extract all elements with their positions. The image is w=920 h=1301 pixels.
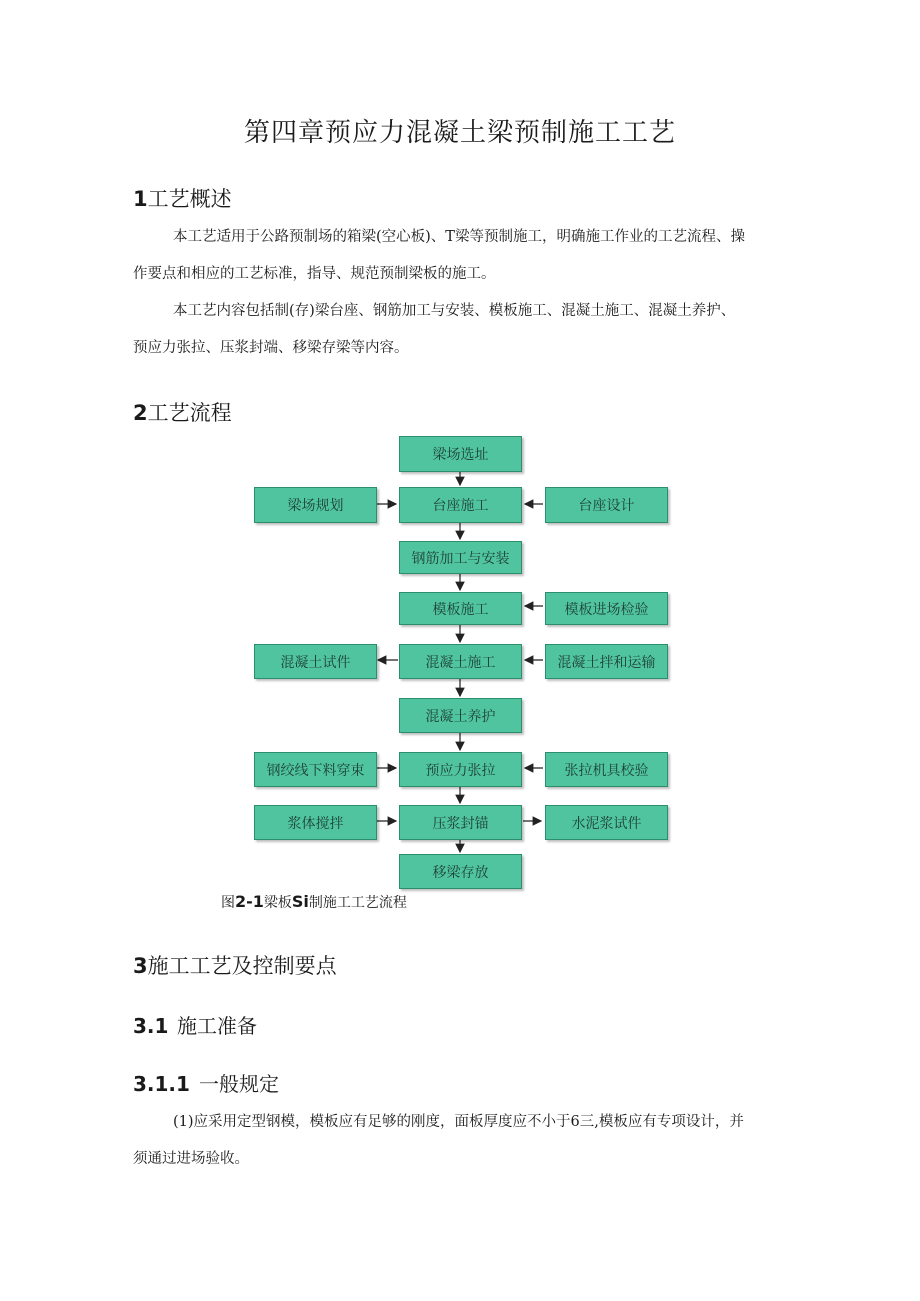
section-number: 3.1.1 xyxy=(133,1072,190,1096)
figure-caption xyxy=(221,892,407,912)
flow-step-pedestal-construction: 台座施工 xyxy=(399,487,522,523)
paragraph-line: 本工艺适用于公路预制场的箱梁(空心板)、T梁等预制施工，明确施工作业的工艺流程、操 xyxy=(173,229,745,245)
caption-text: 梁板 xyxy=(263,895,292,911)
flow-left-concrete-specimen: 混凝土试件 xyxy=(254,644,377,679)
flow-step-site-selection: 梁场选址 xyxy=(399,436,522,472)
flow-right-concrete-mixing: 混凝土拌和运输 xyxy=(545,644,668,679)
flow-right-pedestal-design: 台座设计 xyxy=(545,487,668,523)
caption-number: 2-1 xyxy=(235,892,264,911)
section-number: 3 xyxy=(133,954,148,978)
flow-right-jack-calibration: 张拉机具校验 xyxy=(545,752,668,787)
flow-step-grouting: 压浆封锚 xyxy=(399,805,522,840)
section-title: 工艺概述 xyxy=(147,187,232,211)
flow-left-strand-cutting: 钢绞线下料穿束 xyxy=(254,752,377,787)
section-3-1-heading xyxy=(133,1010,257,1039)
section-title: 施工工艺及控制要点 xyxy=(147,954,337,978)
section-title: 施工准备 xyxy=(177,1014,257,1038)
section-number: 3.1 xyxy=(133,1014,169,1038)
section-3-heading xyxy=(133,950,337,980)
paragraph-line: 须通过进场验收。 xyxy=(133,1151,249,1167)
flow-step-rebar: 钢筋加工与安装 xyxy=(399,541,522,574)
paragraph-line: 本工艺内容包括制(存)梁台座、钢筋加工与安装、模板施工、混凝土施工、混凝土养护、 xyxy=(173,303,736,319)
caption-text: Si xyxy=(291,892,309,911)
caption-text: 制施工工艺流程 xyxy=(308,895,407,911)
flow-step-prestress: 预应力张拉 xyxy=(399,752,522,787)
flow-right-grout-specimen: 水泥浆试件 xyxy=(545,805,668,840)
section-number: 1 xyxy=(133,187,148,211)
paragraph-line: 作要点和相应的工艺标准，指导、规范预制梁板的施工。 xyxy=(133,266,496,282)
paragraph-3-1-1 xyxy=(133,1104,783,1178)
flow-step-beam-storage: 移梁存放 xyxy=(399,854,522,889)
section-title: 工艺流程 xyxy=(147,401,232,425)
paragraph-line: 预应力张拉、压浆封端、移梁存梁等内容。 xyxy=(133,340,409,356)
flow-step-curing: 混凝土养护 xyxy=(399,698,522,733)
flow-right-formwork-inspection: 模板进场检验 xyxy=(545,592,668,625)
section-number: 2 xyxy=(133,401,148,425)
flow-left-slurry-mixing: 浆体搅拌 xyxy=(254,805,377,840)
section-title: 一般规定 xyxy=(199,1072,279,1096)
flow-step-formwork: 模板施工 xyxy=(399,592,522,625)
caption-prefix: 图 xyxy=(221,895,235,911)
paragraph-line: (1)应采用定型钢模，模板应有足够的刚度，面板厚度应不小于6三,模板应有专项设计，并 xyxy=(173,1114,744,1130)
flow-step-concrete: 混凝土施工 xyxy=(399,644,522,679)
section-3-1-1-heading xyxy=(133,1068,279,1097)
page-title: 第四章预应力混凝土梁预制施工工艺 xyxy=(243,118,676,148)
flow-left-site-planning: 梁场规划 xyxy=(254,487,377,523)
